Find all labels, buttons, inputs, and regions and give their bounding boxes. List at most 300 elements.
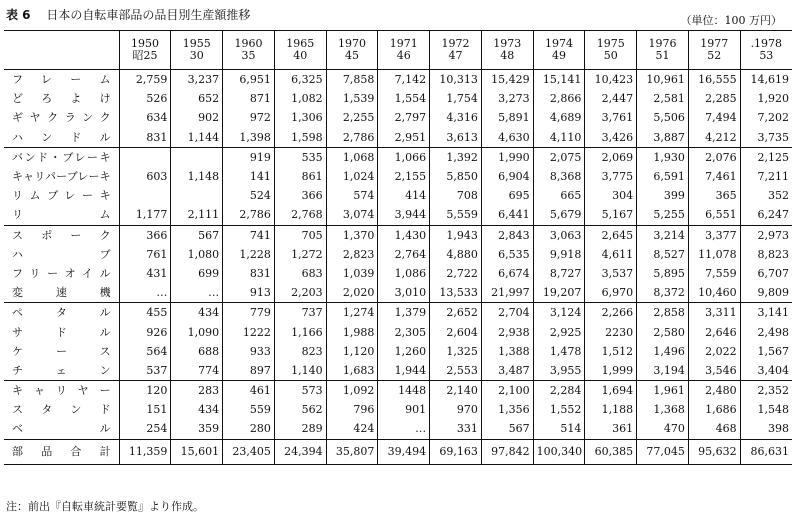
table-row xyxy=(4,89,792,108)
value-cell: 2,722 xyxy=(430,264,482,283)
value-cell: 3,074 xyxy=(326,205,378,225)
value-cell: 5,255 xyxy=(637,205,689,225)
value-cell: 1,188 xyxy=(585,400,637,419)
value-cell: 741 xyxy=(223,225,275,245)
value-cell: 514 xyxy=(533,419,585,439)
value-cell: 1,598 xyxy=(274,128,326,148)
value-cell: 1,082 xyxy=(274,89,326,108)
value-cell: 5,506 xyxy=(637,108,689,127)
value-cell: 5,850 xyxy=(430,167,482,186)
row-label: スタンド xyxy=(4,400,119,419)
value-cell: 1,092 xyxy=(326,381,378,401)
total-row xyxy=(4,439,792,464)
value-cell: 3,487 xyxy=(481,361,533,381)
table-title xyxy=(6,6,250,23)
value-cell: 2,100 xyxy=(481,381,533,401)
value-cell: 1,920 xyxy=(740,89,792,108)
value-cell: 3,761 xyxy=(585,108,637,127)
value-cell: 1,140 xyxy=(274,361,326,381)
value-cell: 774 xyxy=(171,361,223,381)
value-cell: 2,843 xyxy=(481,225,533,245)
value-cell: 871 xyxy=(223,89,275,108)
row-label: ハンドル xyxy=(4,128,119,148)
value-cell: 2,352 xyxy=(740,381,792,401)
value-cell: 331 xyxy=(430,419,482,439)
value-cell: 2,938 xyxy=(481,322,533,341)
year-header xyxy=(533,31,585,70)
year-ad: 1971 xyxy=(389,37,418,50)
value-cell: 6,904 xyxy=(481,167,533,186)
value-cell: 2,447 xyxy=(585,89,637,108)
production-table xyxy=(4,30,792,465)
value-cell: 470 xyxy=(637,419,689,439)
value-cell: 559 xyxy=(223,400,275,419)
value-cell: 524 xyxy=(223,186,275,205)
value-cell: 1,272 xyxy=(274,245,326,264)
year-era: 53 xyxy=(759,49,774,62)
value-cell: 3,311 xyxy=(688,303,740,323)
value-cell: 3,546 xyxy=(688,361,740,381)
year-era: 47 xyxy=(448,49,463,62)
value-cell: 902 xyxy=(171,108,223,127)
value-cell: 2,155 xyxy=(378,167,430,186)
value-cell: 1,066 xyxy=(378,147,430,167)
value-cell: 11,078 xyxy=(688,245,740,264)
value-cell: 254 xyxy=(119,419,171,439)
value-cell: 1,512 xyxy=(585,342,637,361)
value-cell: 3,955 xyxy=(533,361,585,381)
value-cell: 21,997 xyxy=(481,283,533,303)
value-cell: 796 xyxy=(326,400,378,419)
value-cell: 8,368 xyxy=(533,167,585,186)
table-row xyxy=(4,205,792,225)
value-cell: 1,325 xyxy=(430,342,482,361)
value-cell: 3,613 xyxy=(430,128,482,148)
table-row xyxy=(4,381,792,401)
value-cell: 2,020 xyxy=(326,283,378,303)
header-corner xyxy=(4,31,119,70)
value-cell: 1,686 xyxy=(688,400,740,419)
value-cell: 2,764 xyxy=(378,245,430,264)
value-cell: 6,247 xyxy=(740,205,792,225)
value-cell: 15,601 xyxy=(171,439,223,464)
value-cell: 13,533 xyxy=(430,283,482,303)
value-cell: 424 xyxy=(326,419,378,439)
value-cell: 280 xyxy=(223,419,275,439)
header-row xyxy=(4,31,792,70)
year-ad: 1965 xyxy=(286,37,315,50)
value-cell: 15,429 xyxy=(481,70,533,90)
value-cell: 1,379 xyxy=(378,303,430,323)
value-cell: 352 xyxy=(740,186,792,205)
value-cell: 1,086 xyxy=(378,264,430,283)
value-cell: 2,305 xyxy=(378,322,430,341)
value-cell: 8,527 xyxy=(637,245,689,264)
year-era: 昭25 xyxy=(132,49,158,62)
value-cell: 1,539 xyxy=(326,89,378,108)
value-cell: 4,630 xyxy=(481,128,533,148)
value-cell: 1,694 xyxy=(585,381,637,401)
value-cell: 1,144 xyxy=(171,128,223,148)
row-label: どろよけ xyxy=(4,89,119,108)
value-cell: 366 xyxy=(274,186,326,205)
value-cell: 831 xyxy=(223,264,275,283)
value-cell: 3,404 xyxy=(740,361,792,381)
row-label: ギヤクランク xyxy=(4,108,119,127)
value-cell: 2,203 xyxy=(274,283,326,303)
table-row xyxy=(4,225,792,245)
table-caption: 日本の自転車部品の品目別生産額推移 xyxy=(46,8,251,22)
value-cell: 3,775 xyxy=(585,167,637,186)
value-cell: 2,125 xyxy=(740,147,792,167)
year-ad: 1977 xyxy=(700,37,729,50)
value-cell: 1,567 xyxy=(740,342,792,361)
value-cell: 2,786 xyxy=(223,205,275,225)
value-cell: 6,707 xyxy=(740,264,792,283)
value-cell: 35,807 xyxy=(326,439,378,464)
value-cell: 2,652 xyxy=(430,303,482,323)
value-cell: 683 xyxy=(274,264,326,283)
value-cell: … xyxy=(171,283,223,303)
value-cell: 1,274 xyxy=(326,303,378,323)
value-cell: 831 xyxy=(119,128,171,148)
value-cell: 4,212 xyxy=(688,128,740,148)
value-cell: 573 xyxy=(274,381,326,401)
row-label: スポーク xyxy=(4,225,119,245)
value-cell: 3,887 xyxy=(637,128,689,148)
value-cell: 1,177 xyxy=(119,205,171,225)
row-label: リムブレーキ xyxy=(4,186,119,205)
value-cell: 3,377 xyxy=(688,225,740,245)
value-cell: 100,340 xyxy=(533,439,585,464)
value-cell: 897 xyxy=(223,361,275,381)
value-cell: 39,494 xyxy=(378,439,430,464)
year-header xyxy=(740,31,792,70)
value-cell: 1,552 xyxy=(533,400,585,419)
table-row xyxy=(4,419,792,439)
value-cell: 2,973 xyxy=(740,225,792,245)
value-cell: 5,167 xyxy=(585,205,637,225)
table-row xyxy=(4,245,792,264)
value-cell: 634 xyxy=(146,111,168,125)
table-row xyxy=(4,186,792,205)
value-cell: 1,306 xyxy=(274,108,326,127)
value-cell: 6,441 xyxy=(481,205,533,225)
value-cell: 564 xyxy=(146,344,168,358)
table-row xyxy=(4,342,792,361)
year-header xyxy=(585,31,637,70)
value-cell: 16,555 xyxy=(688,70,740,90)
value-cell: … xyxy=(119,283,171,303)
value-cell: 365 xyxy=(688,186,740,205)
value-cell: 3,273 xyxy=(481,89,533,108)
value-cell: 2230 xyxy=(585,322,637,341)
value-cell: 7,202 xyxy=(740,108,792,127)
value-cell: 361 xyxy=(585,419,637,439)
value-cell: 3,194 xyxy=(637,361,689,381)
value-cell: 1,368 xyxy=(637,400,689,419)
value-cell: 10,313 xyxy=(430,70,482,90)
value-cell: 3,944 xyxy=(378,205,430,225)
value-cell: 8,823 xyxy=(740,245,792,264)
year-header xyxy=(223,31,275,70)
value-cell: 24,394 xyxy=(274,439,326,464)
value-cell: 151 xyxy=(146,403,168,417)
value-cell: 4,689 xyxy=(533,108,585,127)
value-cell: 2,076 xyxy=(688,147,740,167)
value-cell: 567 xyxy=(171,225,223,245)
value-cell: 3,537 xyxy=(585,264,637,283)
table-row xyxy=(4,147,792,167)
value-cell: 304 xyxy=(585,186,637,205)
table-row xyxy=(4,361,792,381)
table-row xyxy=(4,400,792,419)
value-cell: 461 xyxy=(223,381,275,401)
value-cell: 913 xyxy=(223,283,275,303)
year-era: 52 xyxy=(707,49,722,62)
table-row xyxy=(4,108,792,127)
year-era: 50 xyxy=(603,49,618,62)
value-cell: 705 xyxy=(274,225,326,245)
value-cell: 5,559 xyxy=(430,205,482,225)
row-label: ハブ xyxy=(4,245,119,264)
value-cell: 526 xyxy=(146,92,168,106)
value-cell: 1,943 xyxy=(430,225,482,245)
value-cell: 14,619 xyxy=(740,70,792,90)
value-cell: 1,398 xyxy=(223,128,275,148)
value-cell: 3,141 xyxy=(740,303,792,323)
value-cell: 5,679 xyxy=(533,205,585,225)
value-cell: 11,359 xyxy=(119,439,171,464)
value-cell: 699 xyxy=(171,264,223,283)
value-cell: 455 xyxy=(146,306,168,320)
value-cell: 2,111 xyxy=(171,205,223,225)
value-cell: 7,461 xyxy=(688,167,740,186)
value-cell: 1,120 xyxy=(326,342,378,361)
value-cell: 1,548 xyxy=(740,400,792,419)
value-cell: 2,266 xyxy=(585,303,637,323)
year-ad: 1972 xyxy=(441,37,470,50)
value-cell: 603 xyxy=(146,170,168,184)
value-cell: 2,704 xyxy=(481,303,533,323)
value-cell: 9,918 xyxy=(533,245,585,264)
value-cell: 567 xyxy=(481,419,533,439)
value-cell: 6,674 xyxy=(481,264,533,283)
year-era: 48 xyxy=(500,49,515,62)
value-cell: 6,591 xyxy=(637,167,689,186)
value-cell: 1,166 xyxy=(274,322,326,341)
row-label: ケース xyxy=(4,342,119,361)
row-label: キャリヤー xyxy=(4,381,119,401)
value-cell: 2,925 xyxy=(533,322,585,341)
value-cell: 901 xyxy=(378,400,430,419)
value-cell: 86,631 xyxy=(740,439,792,464)
year-header xyxy=(119,31,171,70)
year-ad: 1955 xyxy=(182,37,211,50)
value-cell: 1,228 xyxy=(223,245,275,264)
value-cell: 2,075 xyxy=(533,147,585,167)
value-cell: 97,842 xyxy=(481,439,533,464)
value-cell: 10,961 xyxy=(637,70,689,90)
value-cell: 2,255 xyxy=(326,108,378,127)
year-ad: 1975 xyxy=(596,37,625,50)
value-cell: 823 xyxy=(274,342,326,361)
value-cell: 1,683 xyxy=(326,361,378,381)
row-label: リム xyxy=(4,205,119,225)
value-cell: 1,148 xyxy=(171,167,223,186)
year-era: 35 xyxy=(241,49,256,62)
value-cell: 2,646 xyxy=(688,322,740,341)
value-cell: 1,024 xyxy=(326,167,378,186)
value-cell: 2,480 xyxy=(688,381,740,401)
value-cell: 8,372 xyxy=(637,283,689,303)
year-ad: 1976 xyxy=(648,37,677,50)
year-header xyxy=(326,31,378,70)
year-ad: 1960 xyxy=(234,37,263,50)
value-cell: 779 xyxy=(223,303,275,323)
value-cell: 535 xyxy=(274,147,326,167)
value-cell: 468 xyxy=(688,419,740,439)
row-label: サドル xyxy=(4,322,119,341)
year-era: 49 xyxy=(552,49,567,62)
value-cell: 2,768 xyxy=(274,205,326,225)
value-cell: 23,405 xyxy=(223,439,275,464)
value-cell: 562 xyxy=(274,400,326,419)
value-cell: 652 xyxy=(171,89,223,108)
value-cell: 434 xyxy=(171,303,223,323)
row-label: 部品合計 xyxy=(4,439,119,464)
value-cell: 398 xyxy=(740,419,792,439)
year-header xyxy=(637,31,689,70)
value-cell: 3,063 xyxy=(533,225,585,245)
year-header xyxy=(274,31,326,70)
year-header xyxy=(481,31,533,70)
value-cell: 2,858 xyxy=(637,303,689,323)
value-cell: 10,423 xyxy=(585,70,637,90)
value-cell: 1,370 xyxy=(326,225,378,245)
value-cell: 2,285 xyxy=(688,89,740,108)
year-ad: 1950 xyxy=(131,37,160,50)
value-cell: 6,551 xyxy=(688,205,740,225)
row-label: チェン xyxy=(4,361,119,381)
row-label: フレーム xyxy=(4,70,119,90)
value-cell: 4,316 xyxy=(430,108,482,127)
row-label: キャリパーブレーキ xyxy=(4,167,119,186)
value-cell: 2,581 xyxy=(637,89,689,108)
table-number: 表 6 xyxy=(6,8,31,22)
value-cell: 95,632 xyxy=(688,439,740,464)
value-cell: 2,553 xyxy=(430,361,482,381)
value-cell: 1,999 xyxy=(585,361,637,381)
value-cell: 1,944 xyxy=(378,361,430,381)
source-note: 注：前出『自転車統計要覧』より作成。 xyxy=(6,500,204,513)
value-cell: 4,110 xyxy=(533,128,585,148)
value-cell: 688 xyxy=(171,342,223,361)
value-cell: 2,786 xyxy=(326,128,378,148)
year-header xyxy=(171,31,223,70)
value-cell xyxy=(171,186,223,205)
value-cell: 3,010 xyxy=(378,283,430,303)
value-cell: 3,237 xyxy=(171,70,223,90)
year-era: 40 xyxy=(293,49,308,62)
value-cell: 972 xyxy=(223,108,275,127)
year-era: 46 xyxy=(396,49,411,62)
row-label: バンド・ブレーキ xyxy=(4,147,119,167)
value-cell: 1,068 xyxy=(326,147,378,167)
table-row xyxy=(4,303,792,323)
value-cell: 69,163 xyxy=(430,439,482,464)
value-cell: 6,951 xyxy=(223,70,275,90)
row-label: 変速機 xyxy=(4,283,119,303)
value-cell: 3,426 xyxy=(585,128,637,148)
table-row xyxy=(4,322,792,341)
table-row xyxy=(4,264,792,283)
value-cell: 3,735 xyxy=(740,128,792,148)
year-ad: 1970 xyxy=(338,37,367,50)
year-era: 51 xyxy=(655,49,670,62)
value-cell: 8,727 xyxy=(533,264,585,283)
value-cell: 431 xyxy=(146,266,168,280)
value-cell: 3,124 xyxy=(533,303,585,323)
value-cell: 120 xyxy=(146,384,168,398)
value-cell: 1,988 xyxy=(326,322,378,341)
value-cell: 1,496 xyxy=(637,342,689,361)
value-cell: 283 xyxy=(171,381,223,401)
value-cell: 574 xyxy=(326,186,378,205)
value-cell: 9,809 xyxy=(740,283,792,303)
year-era: 45 xyxy=(345,49,360,62)
value-cell: 737 xyxy=(274,303,326,323)
table-row xyxy=(4,128,792,148)
value-cell: 861 xyxy=(274,167,326,186)
value-cell: 665 xyxy=(533,186,585,205)
value-cell: 6,970 xyxy=(585,283,637,303)
value-cell: 1,961 xyxy=(637,381,689,401)
value-cell: 708 xyxy=(430,186,482,205)
value-cell: 2,022 xyxy=(688,342,740,361)
value-cell: 933 xyxy=(223,342,275,361)
value-cell: 2,823 xyxy=(326,245,378,264)
row-label: フリーオイル xyxy=(4,264,119,283)
value-cell: 1,080 xyxy=(171,245,223,264)
value-cell: 1,090 xyxy=(171,322,223,341)
value-cell: 15,141 xyxy=(533,70,585,90)
value-cell: 19,207 xyxy=(533,283,585,303)
value-cell: 1,430 xyxy=(378,225,430,245)
row-label: ペタル xyxy=(4,303,119,323)
value-cell: 1,754 xyxy=(430,89,482,108)
value-cell: 926 xyxy=(146,325,168,339)
value-cell: 2,604 xyxy=(430,322,482,341)
value-cell: 7,142 xyxy=(378,70,430,90)
value-cell: 60,385 xyxy=(585,439,637,464)
value-cell: 4,611 xyxy=(585,245,637,264)
value-cell: 1,990 xyxy=(481,147,533,167)
value-cell: 1,039 xyxy=(326,264,378,283)
value-cell: 2,580 xyxy=(637,322,689,341)
value-cell xyxy=(119,186,171,205)
value-cell: 970 xyxy=(430,400,482,419)
value-cell: 7,494 xyxy=(688,108,740,127)
value-cell: 5,895 xyxy=(637,264,689,283)
year-header xyxy=(378,31,430,70)
value-cell: 2,866 xyxy=(533,89,585,108)
value-cell: 2,951 xyxy=(378,128,430,148)
year-ad: .1978 xyxy=(750,37,783,50)
value-cell: 7,559 xyxy=(688,264,740,283)
value-cell: 2,645 xyxy=(585,225,637,245)
value-cell: 5,891 xyxy=(481,108,533,127)
